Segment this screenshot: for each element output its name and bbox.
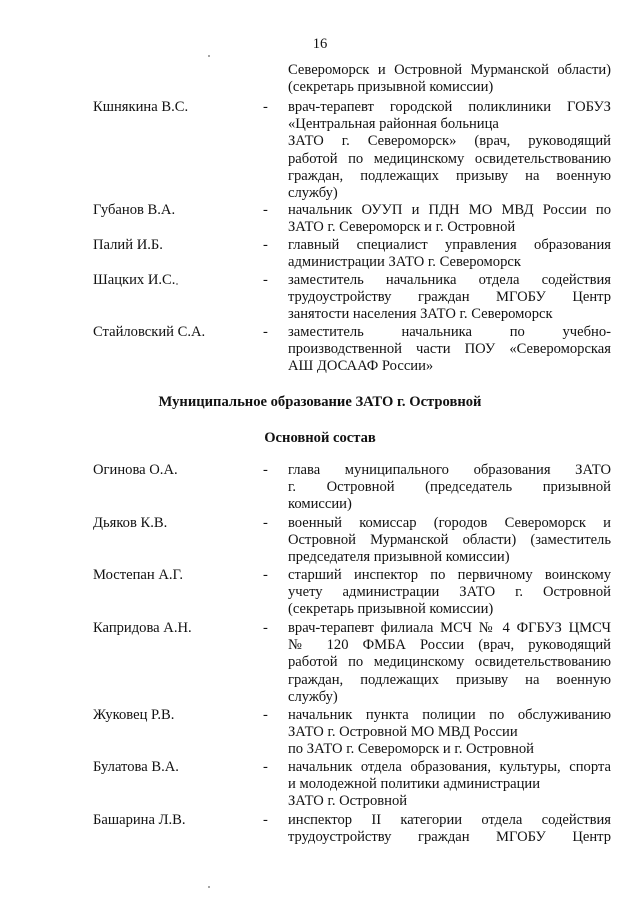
member-name: Мостепан А.Г. (93, 567, 183, 583)
description-line: учету администрации ЗАТО г. Островной (288, 584, 611, 601)
description-line: врач-терапевт филиала МСЧ № 4 ФГБУЗ ЦМСЧ (288, 620, 611, 636)
description-line: и молодежной политики администрации (288, 776, 541, 793)
entry-description (288, 462, 611, 514)
description-line: ЗАТО г. Североморск» (врач, руководящий (288, 133, 611, 150)
entry-description (288, 202, 611, 236)
description-line: заместитель начальника по учебно- (288, 324, 611, 340)
member-name: Палий И.Б. (93, 237, 163, 253)
member-name: Кшнякина В.С. (93, 99, 189, 115)
member-name: Башарина Л.В. (93, 812, 186, 828)
description-line: врач-терапевт городской поликлиники ГОБУЗ (288, 99, 611, 115)
description-line: г. Островной (председатель призывной (288, 479, 611, 496)
description-line: службу) (288, 688, 338, 705)
entry-description (288, 515, 611, 567)
description-line: (секретарь призывной комиссии) (288, 79, 494, 96)
entry-description (288, 324, 611, 376)
description-line: ЗАТО г. Островной МО МВД России (288, 724, 518, 741)
section-title: Муниципальное образование ЗАТО г. Островной (158, 394, 482, 410)
entry-dash: - (263, 515, 268, 531)
description-line: ЗАТО г. Североморск и г. Островной (288, 219, 516, 236)
entry-description (288, 62, 611, 96)
entry-description (288, 759, 611, 811)
description-line: администрации ЗАТО г. Североморск (288, 254, 521, 271)
description-line: «Центральная районная больница (288, 116, 499, 133)
entry-dash: - (263, 759, 268, 775)
description-line: Островной Мурманской области) (заместитель (288, 532, 611, 549)
description-line: начальник ОУУП и ПДН МО МВД России по (288, 202, 611, 218)
member-name: Булатова В.А. (93, 759, 179, 775)
member-name: Стайловский С.А. (93, 324, 206, 340)
scan-speck (208, 886, 210, 888)
description-line: службу) (288, 185, 338, 202)
entry-dash: - (263, 237, 268, 253)
description-line: глава муниципального образования ЗАТО (288, 462, 611, 478)
description-line: инспектор II категории отдела содействия (288, 812, 611, 828)
description-line: (секретарь призывной комиссии) (288, 601, 494, 618)
entry-description (288, 272, 611, 324)
member-name: Губанов В.А. (93, 202, 176, 218)
description-line: главный специалист управления образования (288, 237, 611, 253)
description-line: председателя призывной комиссии) (288, 549, 510, 566)
entry-description (288, 812, 611, 846)
description-line: комиссии) (288, 496, 352, 513)
description-line: граждан, подлежащих призыву на военную (288, 671, 611, 688)
scan-speck (176, 283, 178, 285)
entry-description (288, 707, 611, 759)
description-line: трудоустройству граждан МГОБУ Центр (288, 829, 611, 846)
entry-dash: - (263, 202, 268, 218)
description-line: военный комиссар (городов Североморск и (288, 515, 611, 531)
entry-description (288, 99, 611, 202)
description-line: заместитель начальника отдела содействия (288, 272, 611, 288)
description-line: ЗАТО г. Островной (288, 793, 408, 810)
entry-dash: - (263, 567, 268, 583)
description-line: АШ ДОСААФ России» (288, 358, 434, 375)
member-name: Жуковец Р.В. (93, 707, 175, 723)
description-line: № 120 ФМБА России (врач, руководящий (288, 637, 611, 654)
description-line: старший инспектор по первичному воинскому (288, 567, 611, 583)
description-line: производственной части ПОУ «Североморская (288, 341, 611, 358)
description-line: работой по медицинскому освидетельствованию (288, 150, 611, 167)
page-number: 16 (312, 36, 328, 52)
member-name: Капридова А.Н. (93, 620, 192, 636)
subsection-title: Основной состав (264, 430, 376, 446)
scan-speck (208, 55, 210, 57)
entry-description (288, 237, 611, 271)
description-line: начальник пункта полиции по обслуживанию (288, 707, 611, 723)
description-line: работой по медицинскому освидетельствованию (288, 654, 611, 671)
description-line: по ЗАТО г. Североморск и г. Островной (288, 741, 534, 758)
entry-dash: - (263, 812, 268, 828)
description-line: трудоустройству граждан МГОБУ Центр (288, 289, 611, 306)
entry-dash: - (263, 272, 268, 288)
member-name: Огинова О.А. (93, 462, 178, 478)
entry-dash: - (263, 707, 268, 723)
entry-dash: - (263, 620, 268, 636)
entry-description (288, 620, 611, 706)
description-line: граждан, подлежащих призыву на военную (288, 167, 611, 184)
member-name: Дьяков К.В. (93, 515, 168, 531)
entry-dash: - (263, 324, 268, 340)
description-line: занятости населения ЗАТО г. Североморск (288, 306, 553, 323)
description-line: Североморск и Островной Мурманской области) (288, 62, 611, 78)
member-name: Шацких И.С. (93, 272, 176, 288)
description-line: начальник отдела образования, культуры, спорта (288, 759, 611, 775)
entry-dash: - (263, 99, 268, 115)
entry-dash: - (263, 462, 268, 478)
entry-description (288, 567, 611, 619)
